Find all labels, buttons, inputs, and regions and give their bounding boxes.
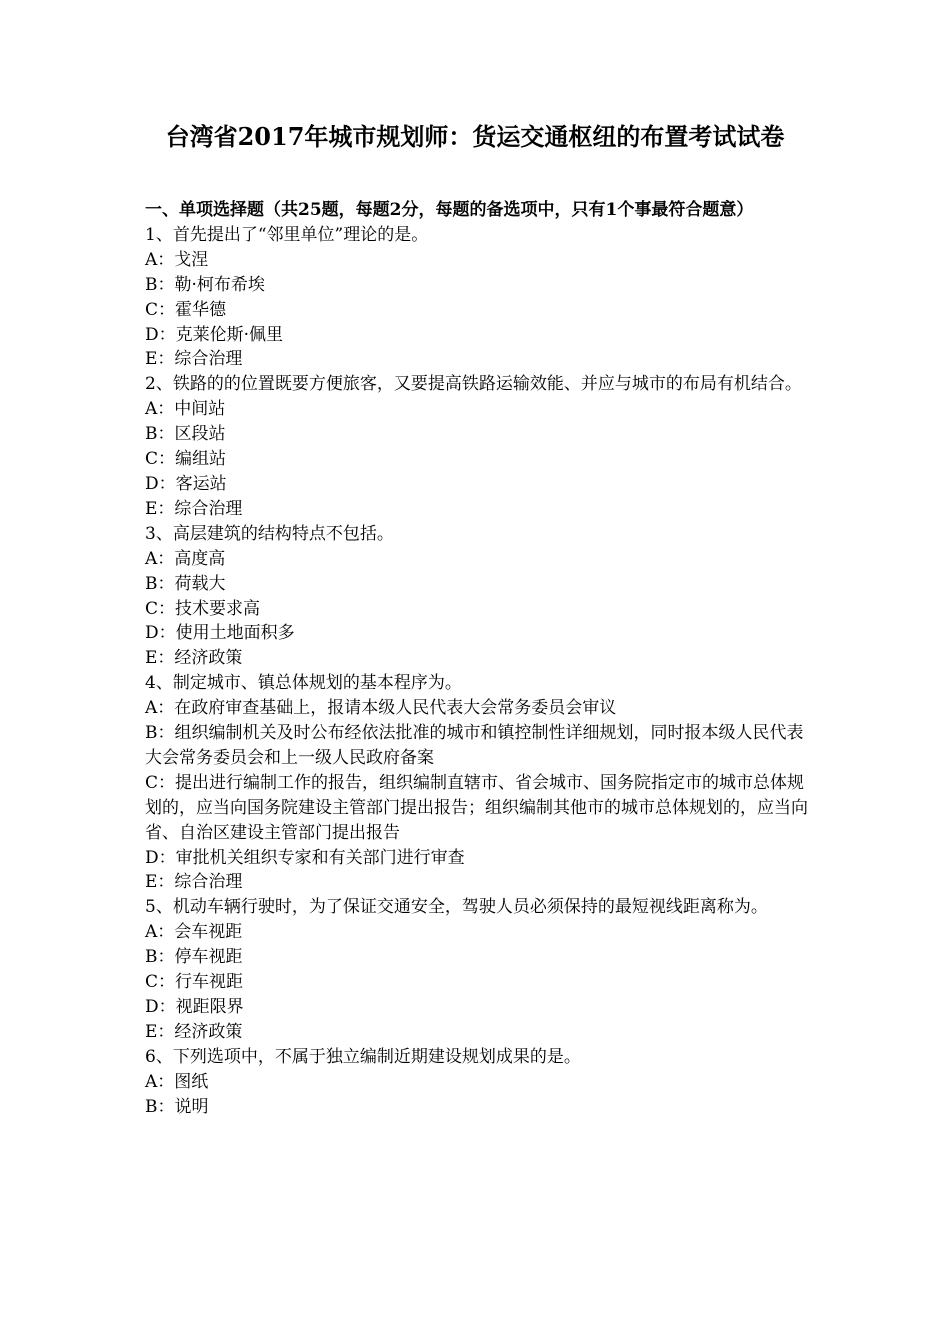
option-b: B：说明 (145, 1096, 209, 1117)
option-b: B：停车视距 (145, 947, 243, 968)
option-c: C：技术要求高 (145, 598, 261, 619)
document-body (145, 198, 810, 1120)
question-text: 1、首先提出了“邻里单位”理论的是。 (145, 224, 429, 245)
option-a: A：高度高 (145, 548, 226, 569)
option-a: A：图纸 (145, 1071, 209, 1092)
question-block (145, 895, 810, 1044)
option-c: C：提出进行编制工作的报告，组织编制直辖市、省会城市、国务院指定市的城市总体规划的，应当向国务院建设主管部门提出报告；组织编制其他市的城市总体规划的，应当向省、自治区建设主管部门提出报告 (145, 772, 808, 843)
option-a: A：戈涅 (145, 249, 209, 270)
option-d: D：客运站 (145, 473, 227, 494)
question-block (145, 223, 810, 372)
question-text: 5、机动车辆行驶时，为了保证交通安全，驾驶人员必须保持的最短视线距离称为。 (145, 897, 768, 918)
option-e: E：综合治理 (145, 872, 243, 893)
option-e: E：经济政策 (145, 1021, 243, 1042)
option-d: D：克莱伦斯·佩里 (145, 324, 284, 345)
option-a: A：在政府审查基础上，报请本级人民代表大会常务委员会审议 (145, 698, 617, 719)
option-b: B：组织编制机关及时公布经依法批准的城市和镇控制性详细规划，同时报本级人民代表大会常务委员会和上一级人民政府备案 (145, 723, 804, 768)
option-b: B：荷载大 (145, 573, 226, 594)
option-d: D：使用土地面积多 (145, 623, 295, 644)
option-e: E：经济政策 (145, 648, 243, 669)
option-a: A：会车视距 (145, 922, 243, 943)
option-c: C：编组站 (145, 449, 227, 470)
option-c: C：霍华德 (145, 299, 227, 320)
question-text: 2、铁路的的位置既要方便旅客，又要提高铁路运输效能、并应与城市的布局有机结合。 (145, 374, 802, 395)
question-block (145, 522, 810, 671)
option-b: B：区段站 (145, 424, 226, 445)
option-c: C：行车视距 (145, 972, 244, 993)
option-e: E：综合治理 (145, 498, 243, 519)
option-e: E：综合治理 (145, 349, 243, 370)
question-text: 3、高层建筑的结构特点不包括。 (145, 523, 394, 544)
question-block (145, 1045, 810, 1120)
question-text: 4、制定城市、镇总体规划的基本程序为。 (145, 673, 462, 694)
document-title: 台湾省2017年城市规划师：货运交通枢纽的布置考试试卷 (165, 122, 785, 151)
section-heading: 一、单项选择题（共25题，每题2分，每题的备选项中，只有1个事最符合题意） (145, 200, 754, 220)
option-d: D：视距限界 (145, 997, 244, 1017)
question-text: 6、下列选项中，不属于独立编制近期建设规划成果的是。 (145, 1046, 581, 1067)
option-b: B：勒·柯布希埃 (145, 274, 265, 295)
question-block (145, 671, 810, 895)
option-a: A：中间站 (145, 399, 226, 420)
question-block (145, 372, 810, 521)
option-d: D：审批机关组织专家和有关部门进行审查 (145, 847, 465, 868)
